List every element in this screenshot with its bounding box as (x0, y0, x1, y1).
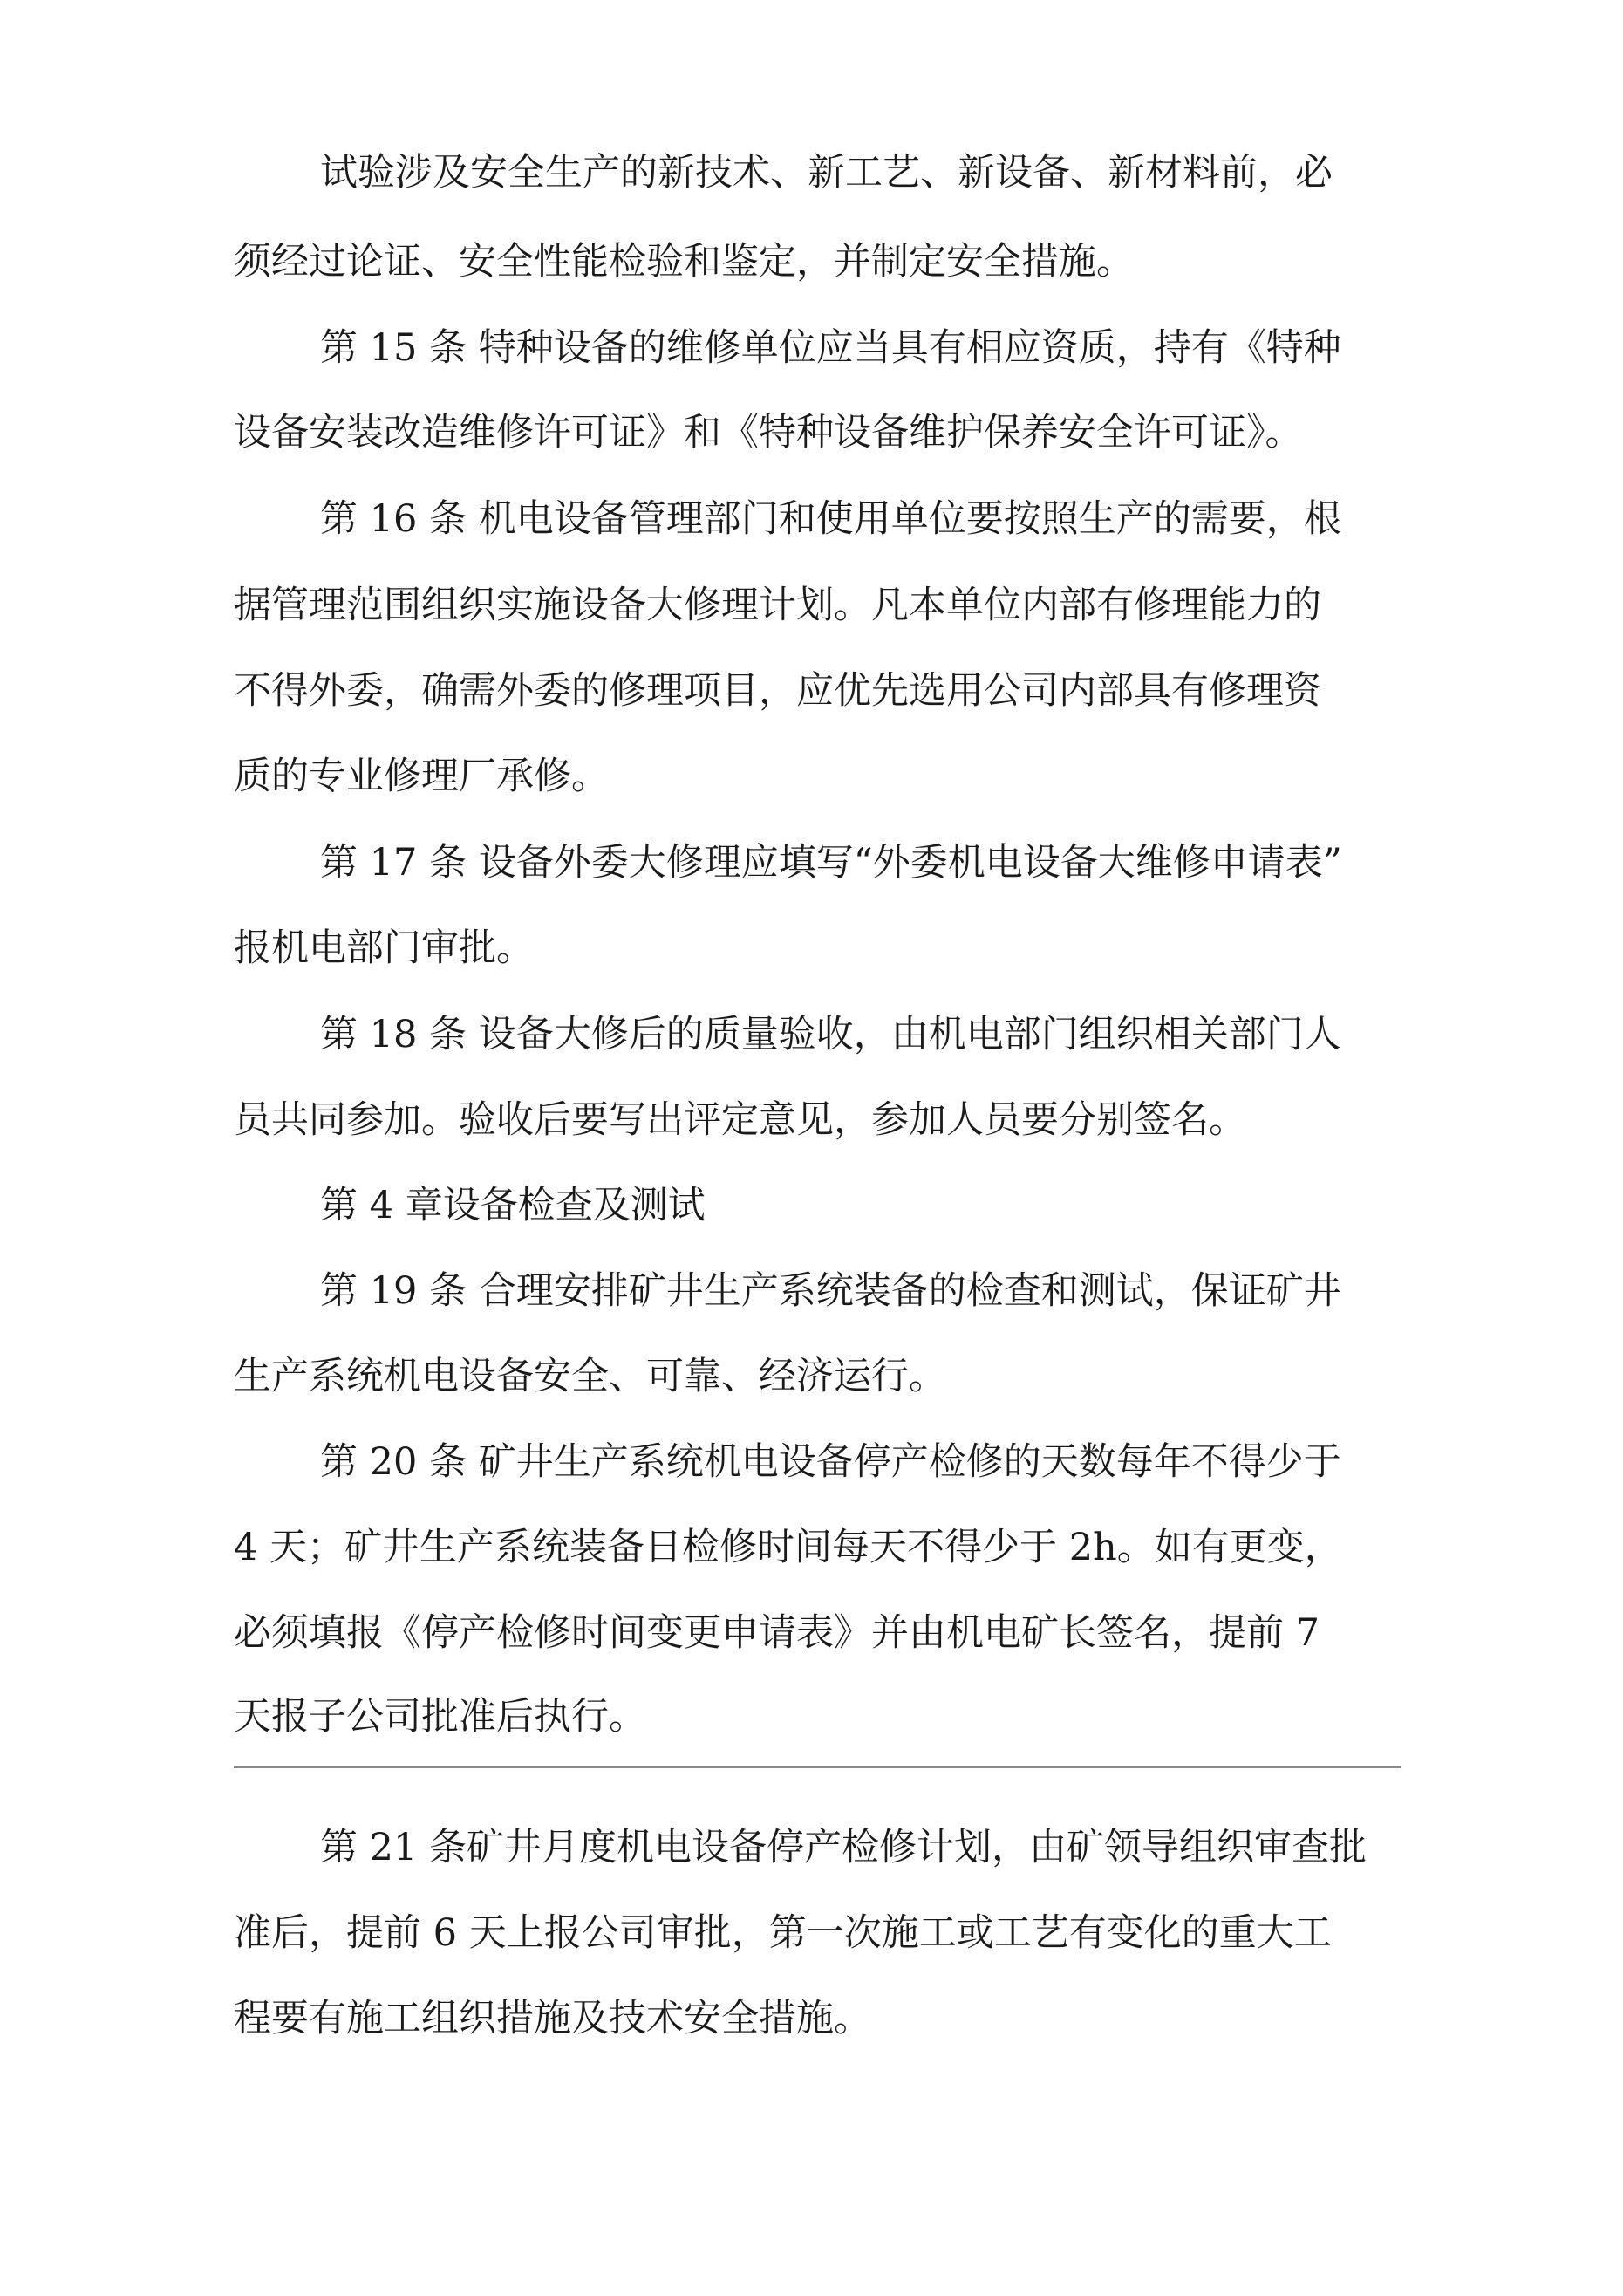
paragraph-line: 程要有施工组织措施及技术安全措施。 (234, 1997, 871, 2040)
paragraph-line: 必须填报《停产检修时间变更申请表》并由机电矿长签名，提前 7 (234, 1611, 1320, 1655)
paragraph-line: 设备安装改造维修许可证》和《特种设备维护保养安全许可证》。 (234, 411, 1303, 454)
article-19-line: 第 19 条 合理安排矿井生产系统装备的检查和测试，保证矿井 (320, 1269, 1341, 1313)
paragraph-line: 据管理范围组织实施设备大修理计划。凡本单位内部有修理能力的 (234, 584, 1321, 627)
chapter-4-heading: 第 4 章设备检查及测试 (320, 1184, 706, 1227)
article-16-line: 第 16 条 机电设备管理部门和使用单位要按照生产的需要，根 (320, 497, 1341, 541)
article-18-line: 第 18 条 设备大修后的质量验收，由机电部门组织相关部门人 (320, 1013, 1341, 1056)
article-17-line: 第 17 条 设备外委大修理应填写“外委机电设备大维修申请表” (320, 841, 1342, 885)
paragraph-line: 准后，提前 6 天上报公司审批，第一次施工或工艺有变化的重大工 (234, 1911, 1332, 1955)
paragraph-line: 质的专业修理厂承修。 (234, 755, 609, 798)
paragraph-line: 生产系统机电设备安全、可靠、经济运行。 (234, 1355, 946, 1398)
paragraph-line: 须经过论证、安全性能检验和鉴定，并制定安全措施。 (234, 240, 1134, 284)
paragraph-line: 报机电部门审批。 (234, 926, 534, 970)
paragraph-line: 4 天；矿井生产系统装备日检修时间每天不得少于 2h。如有更变， (234, 1526, 1342, 1569)
article-21-line: 第 21 条矿井月度机电设备停产检修计划，由矿领导组织审查批 (320, 1826, 1367, 1869)
article-20-line: 第 20 条 矿井生产系统机电设备停产检修的天数每年不得少于 (320, 1440, 1341, 1484)
article-15-line: 第 15 条 特种设备的维修单位应当具有相应资质，持有《特种 (320, 326, 1341, 370)
paragraph-line: 试验涉及安全生产的新技术、新工艺、新设备、新材料前，必 (320, 151, 1333, 195)
page-divider (234, 1766, 1401, 1768)
paragraph-line: 天报子公司批准后执行。 (234, 1695, 646, 1739)
paragraph-line: 员共同参加。验收后要写出评定意见，参加人员要分别签名。 (234, 1098, 1246, 1142)
paragraph-line: 不得外委，确需外委的修理项目，应优先选用公司内部具有修理资 (234, 669, 1321, 713)
